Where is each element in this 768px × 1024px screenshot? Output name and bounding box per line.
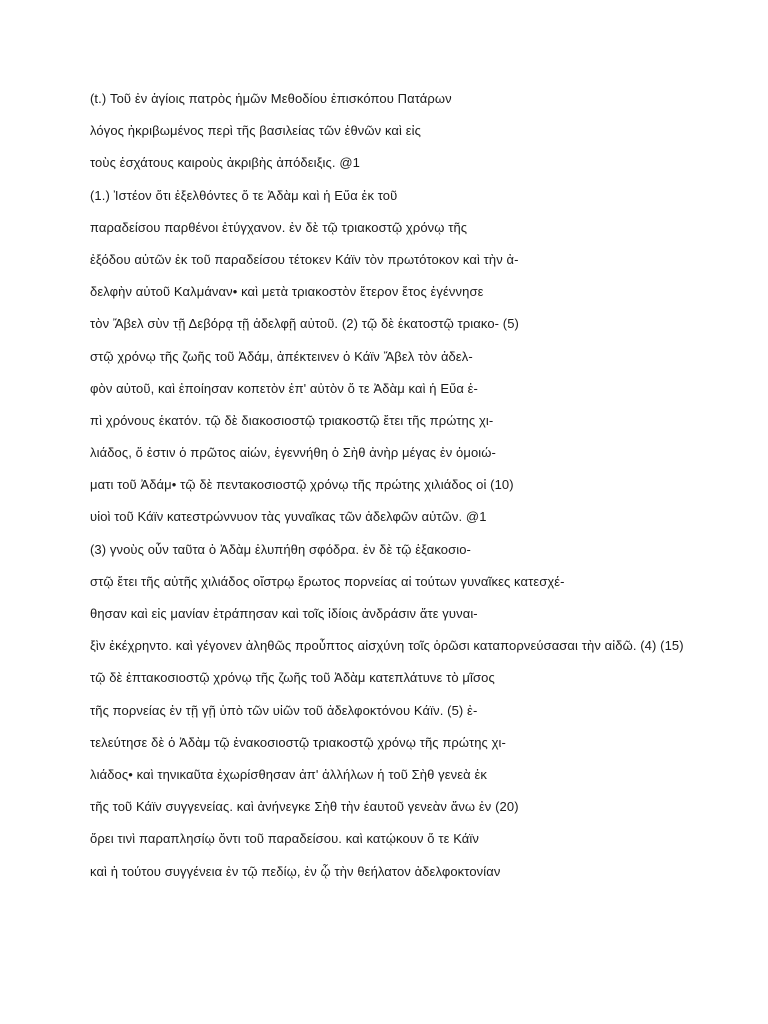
text-line: θησαν καὶ εἰς μανίαν ἐτράπησαν καὶ τοῖς ἰδίοις ἀνδράσιν ἅτε γυναι- [90, 606, 478, 621]
text-line: τὸν Ἄβελ σὺν τῇ Δεβόρᾳ τῇ ἀδελφῇ αὐτοῦ. (2) τῷ δὲ ἑκατοστῷ τριακο- (5) [90, 316, 519, 332]
text-line: τοὺς ἐσχάτους καιροὺς ἀκριβὴς ἀπόδειξις. @1 [90, 155, 360, 171]
text-body [90, 91, 750, 896]
text-line: παραδείσου παρθένοι ἐτύγχανον. ἐν δὲ τῷ τριακοστῷ χρόνῳ τῆς [90, 219, 468, 235]
text-line: τῆς τοῦ Κάϊν συγγενείας. καὶ ἀνήνεγκε Σὴθ τὴν ἑαυτοῦ γενεὰν ἄνω ἐν (20) [90, 799, 519, 815]
text-line: δελφὴν αὐτοῦ Καλμάναν• καὶ μετὰ τριακοστὸν ἕτερον ἔτος ἐγέννησε [90, 284, 484, 300]
text-line: στῷ ἔτει τῆς αὐτῆς χιλιάδος οἴστρῳ ἔρωτος πορνείας αἱ τούτων γυναῖκες κατεσχέ- [90, 573, 565, 589]
text-line: (1.) Ἰστέον ὅτι ἐξελθόντες ὅ τε Ἀδὰμ καὶ ἡ Εὔα ἐκ τοῦ [90, 187, 398, 203]
text-line: καὶ ἡ τούτου συγγένεια ἐν τῷ πεδίῳ, ἐν ᾧ τὴν θεήλατον ἀδελφοκτονίαν [90, 863, 501, 879]
text-line: λόγος ἠκριβωμένος περὶ τῆς βασιλείας τῶν ἐθνῶν καὶ εἰς [90, 123, 421, 139]
text-line: τῷ δὲ ἑπτακοσιοστῷ χρόνῳ τῆς ζωῆς τοῦ Ἀδὰμ κατεπλάτυνε τὸ μῖσος [90, 670, 495, 686]
text-line: φὸν αὐτοῦ, καὶ ἐποίησαν κοπετὸν ἐπ' αὐτὸν ὅ τε Ἀδὰμ καὶ ἡ Εὔα ἐ- [90, 380, 478, 396]
text-line: πὶ χρόνους ἑκατόν. τῷ δὲ διακοσιοστῷ τριακοστῷ ἔτει τῆς πρώτης χι- [90, 412, 494, 428]
text-line: (t.) Τοῦ ἐν ἁγίοις πατρὸς ἡμῶν Μεθοδίου ἐπισκόπου Πατάρων [90, 91, 452, 106]
text-line: ξὶν ἐκέχρηντο. καὶ γέγονεν ἀληθῶς προὖπτος αἰσχύνη τοῖς ὁρῶσι καταπορνεύσασαι τὴν αἰδῶ. (4) (15) [90, 638, 684, 654]
text-line: ὄρει τινὶ παραπλησίῳ ὄντι τοῦ παραδείσου. καὶ κατῴκουν ὅ τε Κάϊν [90, 831, 480, 847]
text-line: λιάδος• καὶ τηνικαῦτα ἐχωρίσθησαν ἀπ' ἀλλήλων ἡ τοῦ Σὴθ γενεὰ ἐκ [90, 766, 487, 782]
text-line: ἐξόδου αὐτῶν ἐκ τοῦ παραδείσου τέτοκεν Κάϊν τὸν πρωτότοκον καὶ τὴν ἀ- [90, 251, 519, 267]
text-line: υἱοὶ τοῦ Κάϊν κατεστρώννυον τὰς γυναῖκας τῶν ἀδελφῶν αὐτῶν. @1 [90, 509, 487, 525]
text-line: τῆς πορνείας ἐν τῇ γῇ ὑπὸ τῶν υἱῶν τοῦ ἀδελφοκτόνου Κάϊν. (5) ἐ- [90, 702, 478, 718]
text-line: (3) γνοὺς οὖν ταῦτα ὁ Ἀδὰμ ἐλυπήθη σφόδρα. ἐν δὲ τῷ ἑξακοσιο- [90, 541, 471, 557]
text-line: λιάδος, ὅ ἐστιν ὁ πρῶτος αἰών, ἐγεννήθη ὁ Σὴθ ἀνὴρ μέγας ἐν ὁμοιώ- [90, 445, 496, 461]
text-line: στῷ χρόνῳ τῆς ζωῆς τοῦ Ἀδάμ, ἀπέκτεινεν ὁ Κάϊν Ἄβελ τὸν ἀδελ- [90, 348, 473, 364]
text-line: ματι τοῦ Ἀδάμ• τῷ δὲ πεντακοσιοστῷ χρόνῳ τῆς πρώτης χιλιάδος οἱ (10) [90, 477, 514, 493]
text-line: τελεύτησε δὲ ὁ Ἀδὰμ τῷ ἐνακοσιοστῷ τριακοστῷ χρόνῳ τῆς πρώτης χι- [90, 734, 506, 750]
